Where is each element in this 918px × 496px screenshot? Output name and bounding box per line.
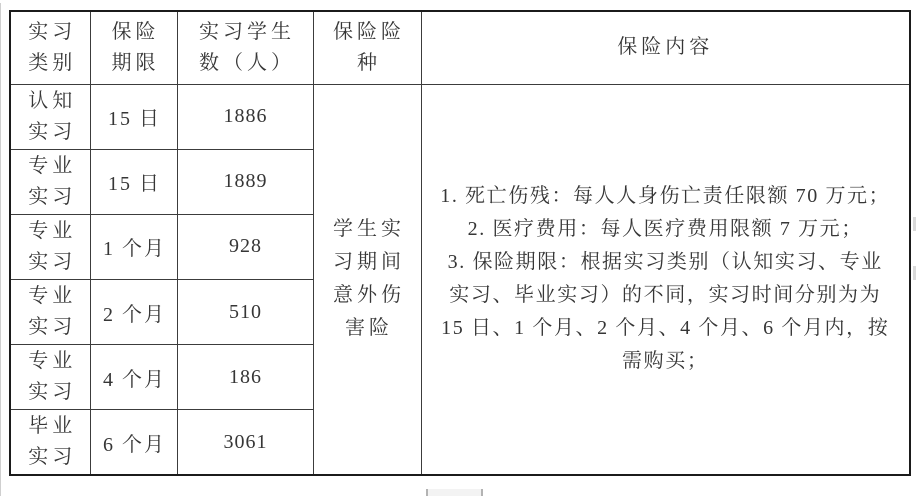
content-line: 实习、毕业实习）的不同，实习时间分别为为: [449, 284, 882, 307]
category-cell: 专业 实习: [10, 279, 90, 344]
internship-insurance-table: [9, 10, 911, 476]
header-text: 数（人）: [199, 51, 295, 74]
content-line: 需购买；: [622, 350, 709, 373]
header-insurance-period: [90, 11, 177, 84]
header-text: 实习: [28, 20, 77, 43]
period-cell: 2 个月: [90, 279, 177, 344]
category-cell: 专业 实习: [10, 345, 90, 410]
header-text: 实习学生: [199, 20, 295, 43]
students-cell: 510: [177, 279, 313, 344]
content-line: 15 日、1 个月、2 个月、4 个月、6 个月内，按: [441, 317, 890, 340]
content-line: 2. 医疗费用：每人医疗费用限额 7 万元；: [467, 218, 863, 241]
period-cell: 15 日: [90, 149, 177, 214]
students-cell: 1889: [177, 149, 313, 214]
header-row: [10, 11, 910, 84]
insurance-type-cell: 学生实 习期间 意外伤 害险: [313, 84, 421, 475]
header-text: 期限: [111, 51, 160, 74]
header-internship-category: [10, 11, 90, 84]
header-text: 类别: [28, 51, 77, 74]
insurance-content-cell: [421, 84, 910, 475]
students-cell: 1886: [177, 84, 313, 149]
scan-mark-artifact: [913, 217, 916, 231]
period-cell: 15 日: [90, 84, 177, 149]
page-edge-artifact: [0, 3, 1, 496]
content-line: 3. 保险期限：根据实习类别（认知实习、专业: [447, 251, 883, 274]
students-cell: 3061: [177, 410, 313, 475]
header-text: 保险险: [333, 20, 405, 43]
students-cell: 928: [177, 214, 313, 279]
students-cell: 186: [177, 345, 313, 410]
header-insurance-content: [421, 11, 910, 84]
header-student-count: [177, 11, 313, 84]
header-text: 保险: [111, 20, 160, 43]
header-text: 保险内容: [617, 36, 714, 59]
header-insurance-type: [313, 11, 421, 84]
category-cell: 专业 实习: [10, 149, 90, 214]
category-cell: 认知 实习: [10, 84, 90, 149]
period-cell: 1 个月: [90, 214, 177, 279]
scan-mark-artifact: [913, 266, 916, 280]
next-row-fragment-artifact: [426, 489, 483, 496]
table-row: [10, 84, 910, 149]
category-cell: 专业 实习: [10, 214, 90, 279]
period-cell: 4 个月: [90, 345, 177, 410]
content-line: 1. 死亡伤残：每人人身伤亡责任限额 70 万元；: [440, 185, 891, 208]
period-cell: 6 个月: [90, 410, 177, 475]
header-text: 种: [357, 51, 381, 74]
category-cell: 毕业 实习: [10, 410, 90, 475]
